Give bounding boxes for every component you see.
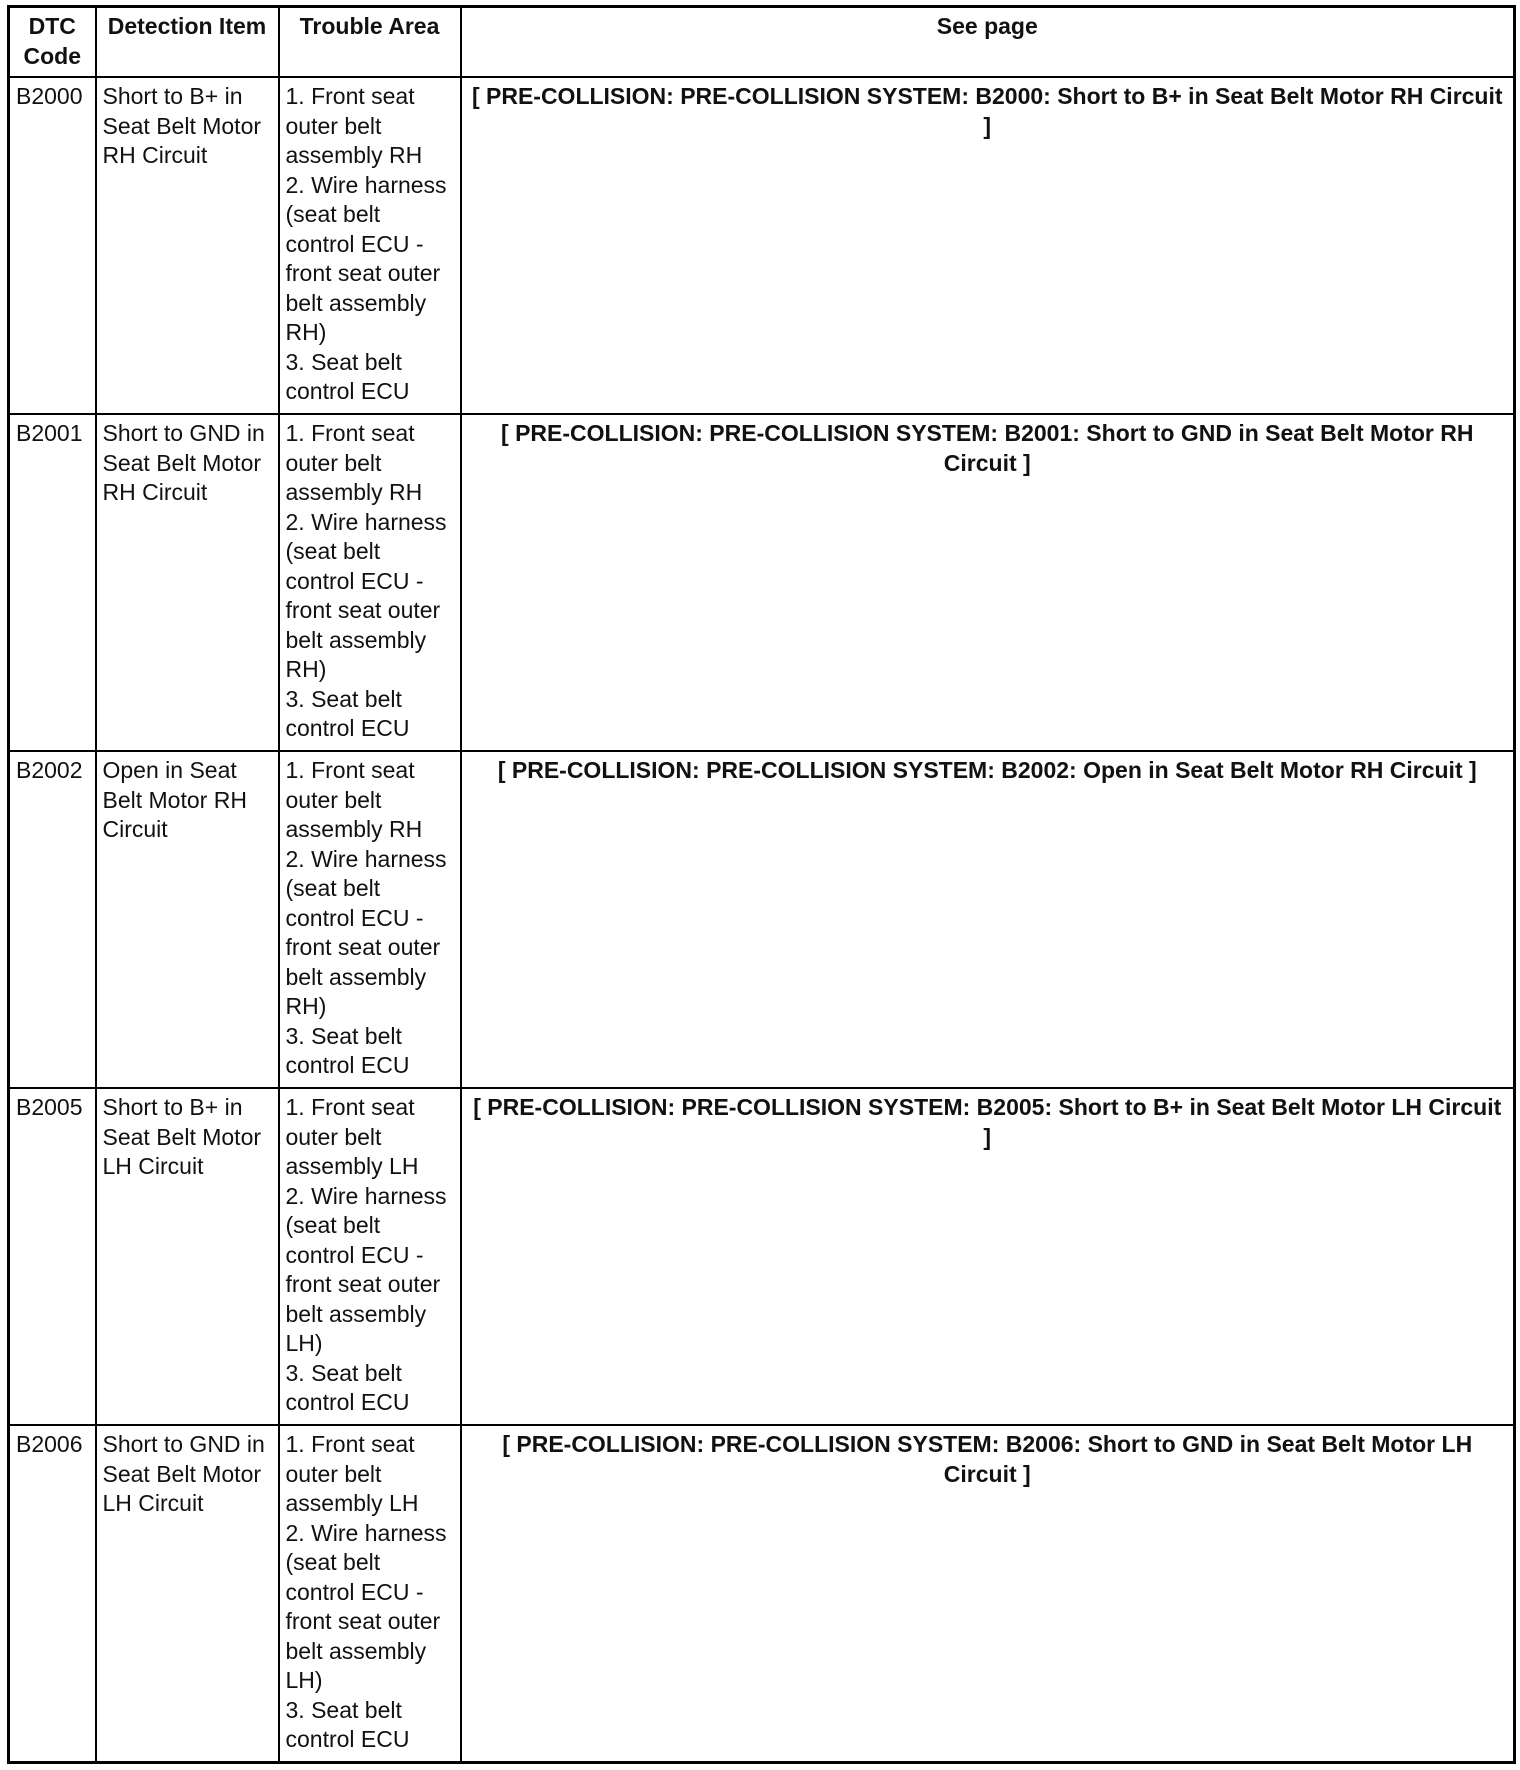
trouble-area-item: 3. Seat belt control ECU: [285, 1359, 410, 1415]
trouble-area-item: 3. Seat belt control ECU: [285, 1696, 410, 1752]
see-page-link[interactable]: [ PRE-COLLISION: PRE-COLLISION SYSTEM: B2005: Short to B+ in Seat Belt Motor LH Circuit ]: [461, 1088, 1515, 1425]
trouble-area-cell: [279, 1088, 461, 1425]
see-page-link[interactable]: [ PRE-COLLISION: PRE-COLLISION SYSTEM: B2006: Short to GND in Seat Belt Motor LH Circuit ]: [461, 1425, 1515, 1762]
trouble-area-item: 2. Wire harness (seat belt control ECU - front seat outer belt assembly RH): [285, 845, 447, 1019]
trouble-area-item: 1. Front seat outer belt assembly LH: [285, 1094, 419, 1179]
detection-item-cell: Short to GND in Seat Belt Motor RH Circuit: [96, 414, 279, 751]
header-dtc-code: DTC Code: [9, 7, 96, 78]
table-header-row: [9, 7, 1515, 78]
see-page-link[interactable]: [ PRE-COLLISION: PRE-COLLISION SYSTEM: B2001: Short to GND in Seat Belt Motor RH Circuit ]: [461, 414, 1515, 751]
trouble-area-item: 1. Front seat outer belt assembly RH: [285, 83, 423, 168]
trouble-area-cell: [279, 1425, 461, 1762]
trouble-area-item: 2. Wire harness (seat belt control ECU - front seat outer belt assembly RH): [285, 171, 447, 345]
trouble-area-item: 3. Seat belt control ECU: [285, 1022, 410, 1078]
trouble-area-cell: [279, 414, 461, 751]
table-row: [9, 751, 1515, 1088]
trouble-area-item: 1. Front seat outer belt assembly RH: [285, 420, 423, 505]
see-page-link[interactable]: [ PRE-COLLISION: PRE-COLLISION SYSTEM: B2002: Open in Seat Belt Motor RH Circuit ]: [461, 751, 1515, 1088]
trouble-area-item: 2. Wire harness (seat belt control ECU - front seat outer belt assembly LH): [285, 1519, 447, 1693]
trouble-area-item: 2. Wire harness (seat belt control ECU - front seat outer belt assembly RH): [285, 508, 447, 682]
header-trouble-area: Trouble Area: [279, 7, 461, 78]
trouble-area-item: 1. Front seat outer belt assembly LH: [285, 1431, 419, 1516]
dtc-code-cell: B2002: [9, 751, 96, 1088]
trouble-area-item: 3. Seat belt control ECU: [285, 348, 410, 404]
trouble-area-cell: [279, 77, 461, 414]
header-see-page: See page: [461, 7, 1515, 78]
detection-item-cell: Open in Seat Belt Motor RH Circuit: [96, 751, 279, 1088]
trouble-area-cell: [279, 751, 461, 1088]
trouble-area-item: 3. Seat belt control ECU: [285, 685, 410, 741]
trouble-area-item: 1. Front seat outer belt assembly RH: [285, 757, 423, 842]
header-detection-item: Detection Item: [96, 7, 279, 78]
dtc-code-cell: B2006: [9, 1425, 96, 1762]
dtc-code-cell: B2000: [9, 77, 96, 414]
table-row: [9, 1425, 1515, 1762]
trouble-area-item: 2. Wire harness (seat belt control ECU - front seat outer belt assembly LH): [285, 1182, 447, 1356]
dtc-code-cell: B2005: [9, 1088, 96, 1425]
dtc-code-cell: B2001: [9, 414, 96, 751]
table-row: [9, 77, 1515, 414]
see-page-link[interactable]: [ PRE-COLLISION: PRE-COLLISION SYSTEM: B2000: Short to B+ in Seat Belt Motor RH Circuit ]: [461, 77, 1515, 414]
detection-item-cell: Short to GND in Seat Belt Motor LH Circuit: [96, 1425, 279, 1762]
detection-item-cell: Short to B+ in Seat Belt Motor LH Circuit: [96, 1088, 279, 1425]
table-row: [9, 414, 1515, 751]
table-row: [9, 1088, 1515, 1425]
dtc-table: [7, 5, 1516, 1764]
detection-item-cell: Short to B+ in Seat Belt Motor RH Circuit: [96, 77, 279, 414]
